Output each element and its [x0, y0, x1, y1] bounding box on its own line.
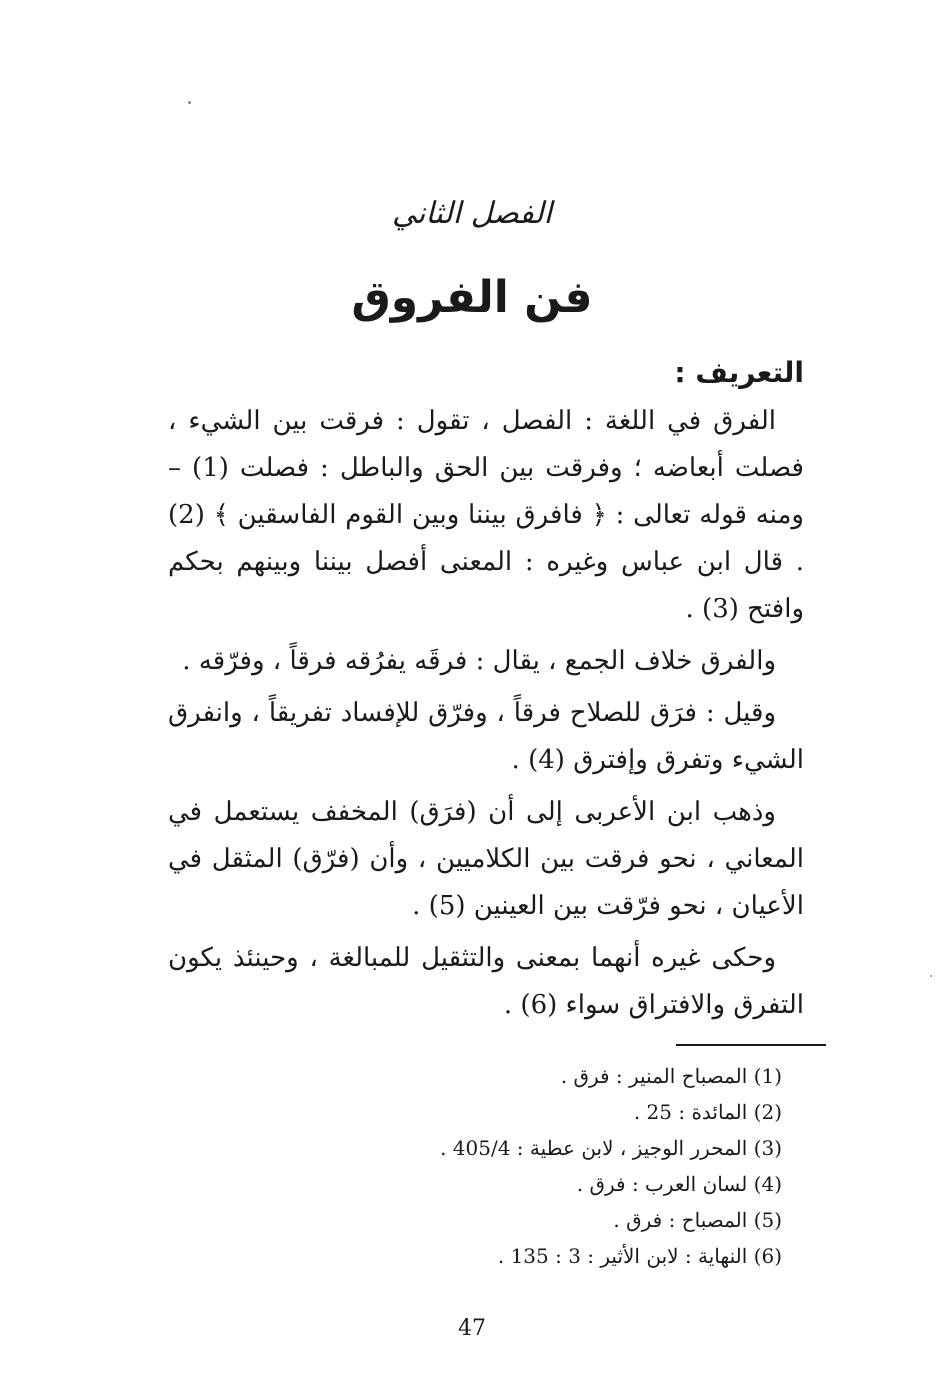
paragraph: الفرق في اللغة : الفصل ، تقول : فرقت بين الشيء ، فصلت أبعاضه ؛ وفرقت بين الحق والباطل : فصلت (1) – ومنه قوله تعالى : ﴿ فافرق بيننا وبين القوم الفاسقين ﴾ (2) . قال ابن عباس وغيره : المعنى أفصل بيننا وبينهم بحكم وافتح (3) .: [168, 406, 804, 624]
paragraph: وذهب ابن الأعربى إلى أن (فرَق) المخفف يستعمل في المعاني ، نحو فرقت بين الكلاميين ، وأن (فرّق) المثقل في الأعيان ، نحو فرّقت بين العينين (5) .: [168, 797, 804, 921]
footnote-separator: [676, 1044, 826, 1046]
footnote-item: (5) المصباح : فرق .: [613, 1208, 782, 1232]
scan-speck: [188, 101, 191, 104]
chapter-title: فن الفروق: [351, 272, 593, 323]
page-number: 47: [458, 1316, 486, 1341]
paragraph: وقيل : فرَق للصلاح فرقاً ، وفرّق للإفساد تفريقاً ، وانفرق الشيء وتفرق وإفترق (4) .: [168, 698, 804, 775]
footnotes-list: [222, 1058, 782, 1274]
section-label: التعريف :: [674, 356, 804, 389]
paragraph: والفرق خلاف الجمع ، يقال : فرقَه يفرُقه فرقاً ، وفرّقه .: [182, 646, 776, 676]
footnote-item: (6) النهاية : لابن الأثير : 3 : 135 .: [497, 1244, 782, 1268]
footnote-item: (2) المائدة : 25 .: [633, 1100, 782, 1124]
footnote-item: (4) لسان العرب : فرق .: [576, 1172, 782, 1196]
chapter-heading: الفصل الثاني: [392, 196, 552, 231]
footnote-item: (1) المصباح المنير : فرق .: [560, 1064, 782, 1088]
body-text: [168, 398, 804, 1034]
footnote-item: (3) المحرر الوجيز ، لابن عطية : 405/4 .: [440, 1136, 782, 1160]
paragraph: وحكى غيره أنهما بمعنى والتثقيل للمبالغة ، وحينئذ يكون التفرق والافتراق سواء (6) .: [168, 943, 804, 1020]
scan-speck: [930, 975, 932, 977]
